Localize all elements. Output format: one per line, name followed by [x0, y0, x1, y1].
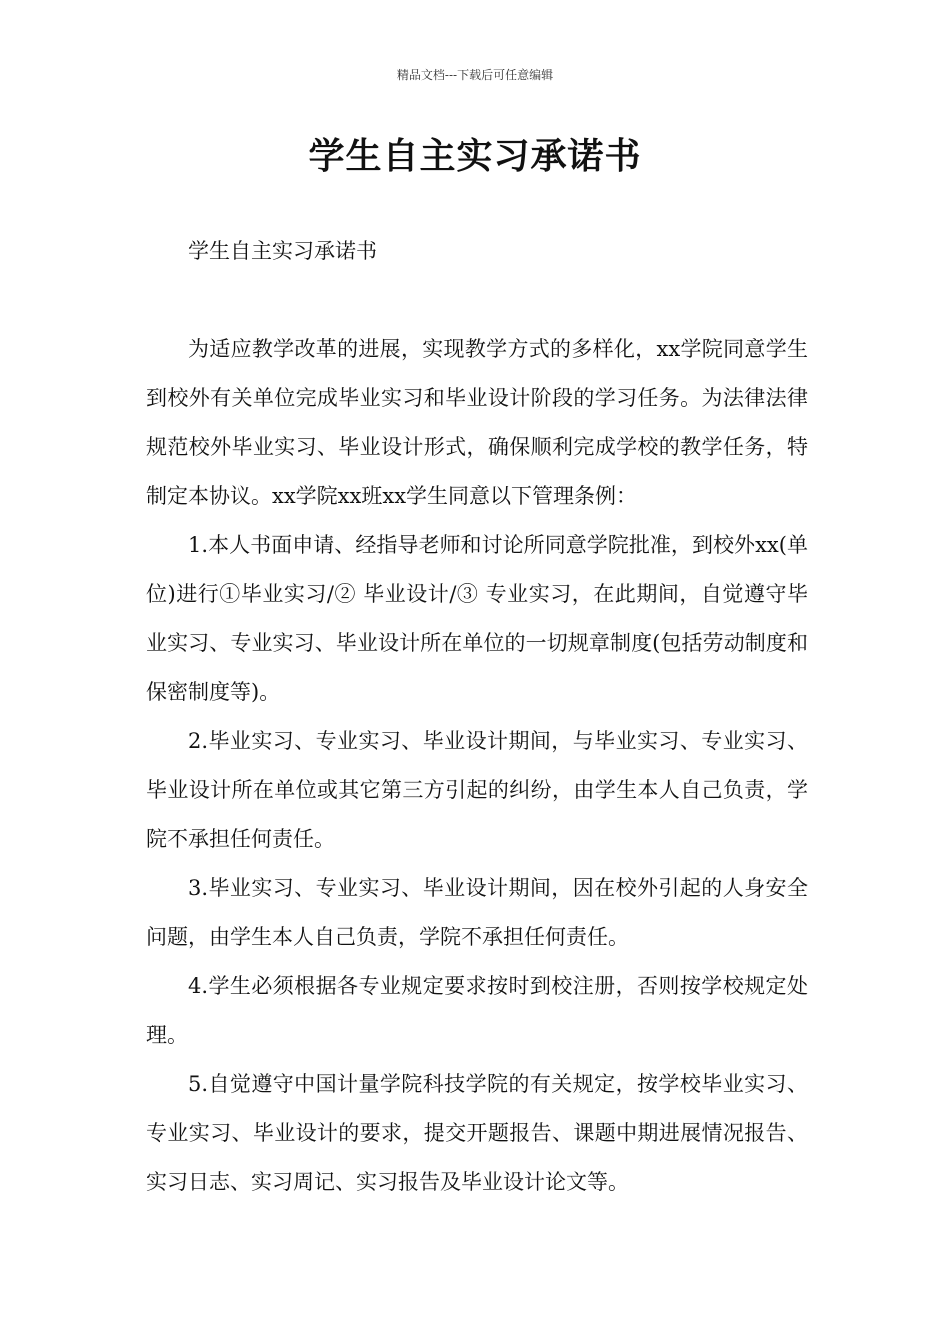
clause-1-paragraph: 1.本人书面申请、经指导老师和讨论所同意学院批准，到校外xx(单位)进行①毕业实习/② 毕业设计/③ 专业实习，在此期间，自觉遵守毕业实习、专业实习、毕业设计所在单位的一切规章制度(包括劳动制度和保密制度等)。	[146, 533, 808, 704]
clause-2-paragraph: 2.毕业实习、专业实习、毕业设计期间，与毕业实习、专业实习、毕业设计所在单位或其它第三方引起的纠纷，由学生本人自己负责，学院不承担任何责任。	[146, 729, 808, 851]
header-note: 精品文档---下载后可任意编辑	[396, 68, 554, 82]
document-subtitle: 学生自主实习承诺书	[188, 239, 377, 263]
document-title: 学生自主实习承诺书	[308, 135, 642, 177]
document-body	[146, 227, 808, 1207]
clause-3-paragraph: 3.毕业实习、专业实习、毕业设计期间，因在校外引起的人身安全问题，由学生本人自己负责，学院不承担任何责任。	[146, 876, 808, 949]
clause-5-paragraph: 5.自觉遵守中国计量学院科技学院的有关规定，按学校毕业实习、专业实习、毕业设计的要求，提交开题报告、课题中期进展情况报告、实习日志、实习周记、实习报告及毕业设计论文等。	[146, 1072, 808, 1194]
intro-paragraph: 为适应教学改革的进展，实现教学方式的多样化，xx学院同意学生到校外有关单位完成毕业实习和毕业设计阶段的学习任务。为法律法律规范校外毕业实习、毕业设计形式，确保顺利完成学校的教学任务，特制定本协议。xx学院xx班xx学生同意以下管理条例：	[146, 337, 808, 508]
clause-4-paragraph: 4.学生必须根据各专业规定要求按时到校注册，否则按学校规定处理。	[146, 974, 808, 1047]
